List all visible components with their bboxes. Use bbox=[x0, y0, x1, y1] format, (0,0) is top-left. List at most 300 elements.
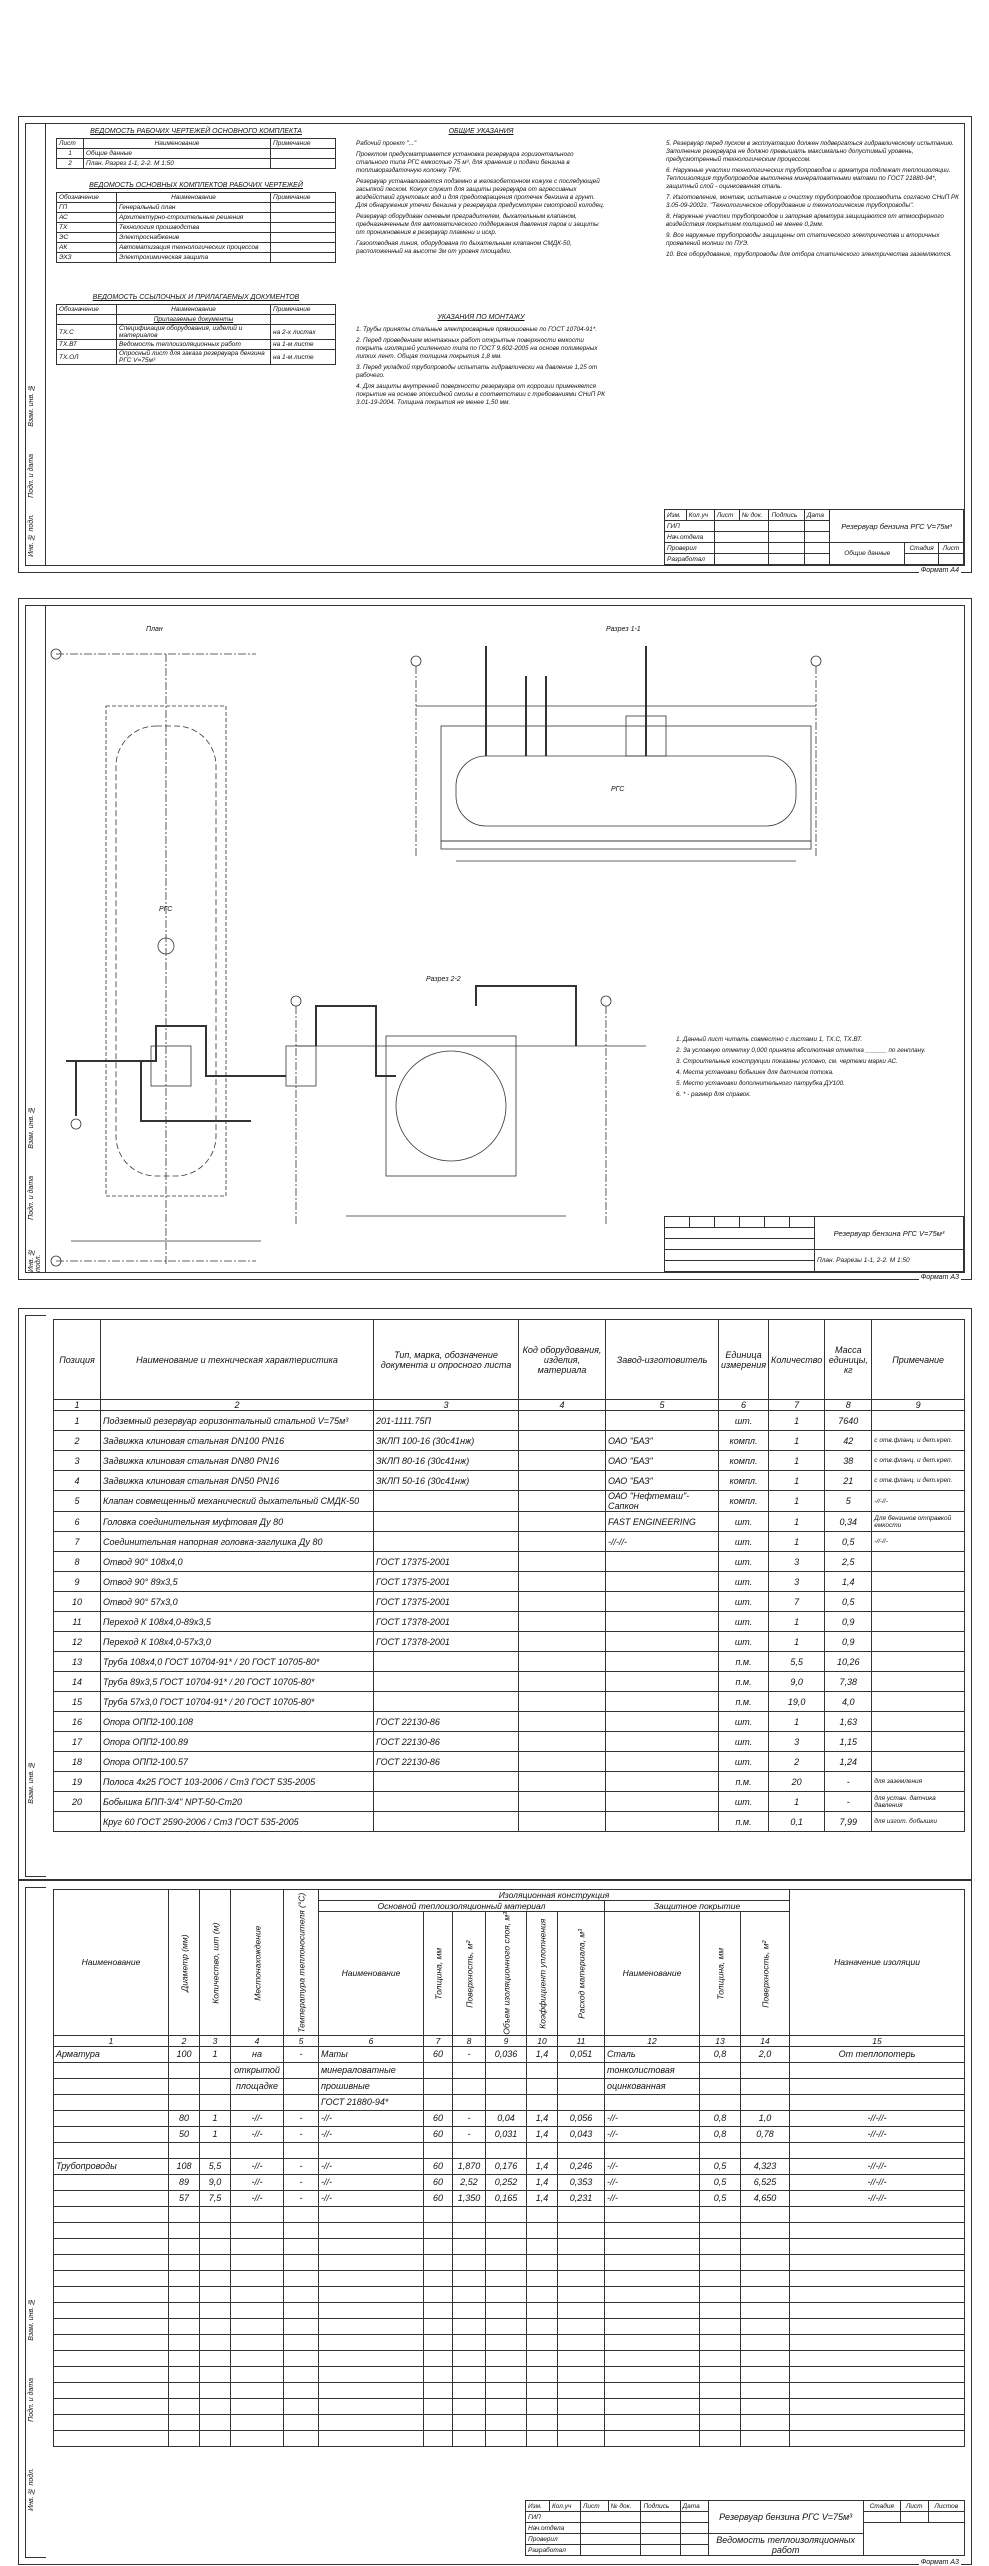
stamp-role: Нач.отдела bbox=[526, 2523, 581, 2534]
col-header: Поверхность, м² bbox=[453, 1912, 486, 2036]
column-number: 9 bbox=[486, 2035, 527, 2046]
table-cell: ГОСТ 22130-86 bbox=[374, 1712, 519, 1732]
table-row bbox=[54, 1752, 965, 1772]
table-cell bbox=[519, 1732, 606, 1752]
empty-row bbox=[54, 2334, 965, 2350]
table-cell bbox=[284, 2142, 319, 2158]
stamp-col: Изм. bbox=[665, 510, 687, 521]
table-cell bbox=[519, 1772, 606, 1792]
table-cell bbox=[519, 1471, 606, 1491]
table-cell bbox=[200, 2094, 231, 2110]
project-title: Резервуар бензина РГС V=75м³ bbox=[815, 1217, 964, 1250]
table-cell: Маты bbox=[319, 2046, 424, 2062]
table-row bbox=[54, 2046, 965, 2062]
sets-list-title: ВЕДОМОСТЬ ОСНОВНЫХ КОМПЛЕКТОВ РАБОЧИХ ЧЕРТЕЖЕЙ bbox=[89, 182, 303, 189]
table-cell: 18 bbox=[54, 1752, 101, 1772]
table-cell bbox=[519, 1411, 606, 1431]
table-cell: для изгот. бобышки bbox=[872, 1812, 965, 1832]
table-cell: -//- bbox=[231, 2190, 284, 2206]
table-cell: 1,15 bbox=[825, 1732, 872, 1752]
table-cell: компл. bbox=[719, 1431, 769, 1451]
column-number: 5 bbox=[284, 2035, 319, 2046]
table-cell: 38 bbox=[825, 1451, 872, 1471]
table-cell: для заземления bbox=[872, 1772, 965, 1792]
empty-row bbox=[54, 2430, 965, 2446]
table-cell: - bbox=[284, 2126, 319, 2142]
sheet-specification bbox=[18, 1308, 972, 1880]
table-cell bbox=[606, 1632, 719, 1652]
table-cell: 0,165 bbox=[486, 2190, 527, 2206]
table-cell: ЗКЛП 80-16 (30с41нж) bbox=[374, 1451, 519, 1471]
table-cell: п.м. bbox=[719, 1812, 769, 1832]
strip-label: Подп. и дата bbox=[28, 454, 35, 498]
cell: Электроснабжение bbox=[117, 233, 271, 243]
cut2-label: Разрез 2-2 bbox=[426, 976, 461, 983]
table-row bbox=[54, 1552, 965, 1572]
cell: ЭС bbox=[57, 233, 117, 243]
table-cell: -//- bbox=[231, 2126, 284, 2142]
table-cell: 0,8 bbox=[700, 2126, 741, 2142]
stamp-role: Разработал bbox=[665, 554, 715, 565]
table-row bbox=[54, 1471, 965, 1491]
table-cell: 1,4 bbox=[527, 2126, 558, 2142]
table-cell: От теплопотерь bbox=[790, 2046, 965, 2062]
note-paragraph: 1. Данный лист читать совместно с листами 1, ТХ.С, ТХ.ВТ. bbox=[676, 1036, 863, 1043]
note-paragraph: Проектом предусматривается установка резервуара горизонтального стального типа РГС емкостью 75 м³, для хранения и подачи бензина в топливораздаточную колонку ТРК. bbox=[356, 151, 574, 174]
table-cell: 1,24 bbox=[825, 1752, 872, 1772]
column-number: 3 bbox=[200, 2035, 231, 2046]
table-cell: 42 bbox=[825, 1431, 872, 1451]
table-cell bbox=[284, 2094, 319, 2110]
table-cell bbox=[519, 1431, 606, 1451]
table-row bbox=[54, 1572, 965, 1592]
table-cell: Переход К 108х4,0-89х3,5 bbox=[101, 1612, 374, 1632]
table-cell: 1,4 bbox=[825, 1572, 872, 1592]
table-cell: 8 bbox=[54, 1552, 101, 1572]
table-cell: 0,04 bbox=[486, 2110, 527, 2126]
cell: Опросный лист для заказа резервуара бензина РГС V=75м³ bbox=[117, 350, 271, 365]
col-header: Масса единицы, кг bbox=[825, 1320, 872, 1400]
empty-row bbox=[54, 2350, 965, 2366]
table-cell: ЗКЛП 100-16 (30с41нж) bbox=[374, 1431, 519, 1451]
table-cell: с отв.фланц. и дет.креп. bbox=[872, 1431, 965, 1451]
cell: ТХ.С bbox=[57, 325, 117, 340]
col-header: Наименование и техническая характеристика bbox=[101, 1320, 374, 1400]
empty-row bbox=[54, 2286, 965, 2302]
table-cell bbox=[519, 1812, 606, 1832]
table-cell bbox=[606, 1772, 719, 1792]
table-cell bbox=[872, 1572, 965, 1592]
table-cell bbox=[519, 1712, 606, 1732]
table-cell: 7,5 bbox=[200, 2190, 231, 2206]
column-number-row bbox=[54, 1400, 965, 1411]
table-cell bbox=[606, 1552, 719, 1572]
empty-row bbox=[54, 2382, 965, 2398]
stamp-header: Листов bbox=[928, 2501, 964, 2512]
col-header: Защитное покрытие bbox=[605, 1901, 790, 1912]
table-cell: п.м. bbox=[719, 1652, 769, 1672]
axis-bubble bbox=[601, 996, 611, 1006]
table-cell: ОАО "БАЗ" bbox=[606, 1471, 719, 1491]
table-cell bbox=[606, 1411, 719, 1431]
table-cell: Подземный резервуар горизонтальный стальной V=75м³ bbox=[101, 1411, 374, 1431]
table-cell bbox=[872, 1712, 965, 1732]
table-cell bbox=[486, 2094, 527, 2110]
table-cell bbox=[374, 1692, 519, 1712]
table-cell: 1,4 bbox=[527, 2174, 558, 2190]
axis-bubble bbox=[811, 656, 821, 666]
table-cell: 7,38 bbox=[825, 1672, 872, 1692]
table-cell: 0,34 bbox=[825, 1512, 872, 1532]
table-cell bbox=[519, 1592, 606, 1612]
title-block bbox=[525, 2500, 965, 2556]
table-cell bbox=[54, 2142, 169, 2158]
table-cell bbox=[486, 2142, 527, 2158]
table-row bbox=[54, 1692, 965, 1712]
table-cell: компл. bbox=[719, 1491, 769, 1512]
table-cell: - bbox=[284, 2190, 319, 2206]
table-cell: 4,650 bbox=[741, 2190, 790, 2206]
table-cell: 5,5 bbox=[200, 2158, 231, 2174]
col-header: Местонахождение bbox=[231, 1890, 284, 2036]
table-cell bbox=[169, 2094, 200, 2110]
table-cell: -//-//- bbox=[790, 2126, 965, 2142]
table-cell: 1 bbox=[769, 1632, 825, 1652]
col-header: Количество bbox=[769, 1320, 825, 1400]
project-title: Резервуар бензина РГС V=75м³ bbox=[830, 510, 964, 543]
table-cell bbox=[790, 2142, 965, 2158]
table-row bbox=[54, 2126, 965, 2142]
table-row bbox=[54, 2094, 965, 2110]
plan-label: План bbox=[146, 626, 163, 633]
table-cell: 60 bbox=[424, 2126, 453, 2142]
insulation-table bbox=[53, 1889, 965, 2447]
table-row bbox=[54, 1632, 965, 1652]
table-cell: 9,0 bbox=[769, 1672, 825, 1692]
table-cell bbox=[606, 1652, 719, 1672]
table-cell bbox=[872, 1692, 965, 1712]
table-cell: 0,051 bbox=[558, 2046, 605, 2062]
table-row bbox=[54, 1612, 965, 1632]
pipe-line bbox=[66, 1026, 286, 1076]
table-cell: 5 bbox=[54, 1491, 101, 1512]
table-cell: шт. bbox=[719, 1411, 769, 1431]
table-cell: 0,8 bbox=[700, 2046, 741, 2062]
table-cell: шт. bbox=[719, 1752, 769, 1772]
table-cell: компл. bbox=[719, 1451, 769, 1471]
table-cell: - bbox=[453, 2046, 486, 2062]
table-cell: 0,056 bbox=[558, 2110, 605, 2126]
table-cell bbox=[284, 2078, 319, 2094]
col-header: Позиция bbox=[54, 1320, 101, 1400]
table-cell: 1 bbox=[769, 1712, 825, 1732]
table-cell bbox=[872, 1732, 965, 1752]
table-cell: шт. bbox=[719, 1532, 769, 1552]
table-row bbox=[54, 1491, 965, 1512]
table-cell: 11 bbox=[54, 1612, 101, 1632]
table-cell: ОАО "БАЗ" bbox=[606, 1431, 719, 1451]
table-cell bbox=[319, 2142, 424, 2158]
table-cell bbox=[453, 2078, 486, 2094]
stamp-col: Подпись bbox=[641, 2501, 680, 2512]
table-cell: с отв.фланц. и дет.креп. bbox=[872, 1451, 965, 1471]
table-cell bbox=[169, 2078, 200, 2094]
table-cell bbox=[741, 2094, 790, 2110]
note-paragraph: 2. Перед проведением монтажных работ открытые поверхности емкости покрыть изоляцией усиленного типа по ГОСТ 9.602-2005 на основе полимерных липких лент. Общая толщина покрытия 1,8 мм. bbox=[356, 337, 598, 360]
cell: Спецификация оборудования, изделий и материалов bbox=[117, 325, 271, 340]
table-cell: 80 bbox=[169, 2110, 200, 2126]
table-cell bbox=[606, 1692, 719, 1712]
note-paragraph: 3. Перед укладкой трубопроводы испытать гидравлически на давление 1,25 от рабочего. bbox=[356, 364, 598, 379]
table-cell bbox=[519, 1672, 606, 1692]
table-cell bbox=[606, 1812, 719, 1832]
table-cell: п.м. bbox=[719, 1672, 769, 1692]
table-cell bbox=[374, 1652, 519, 1672]
tank-label: РГС bbox=[159, 906, 173, 913]
table-cell bbox=[527, 2094, 558, 2110]
sheet-plan-sections bbox=[18, 598, 972, 1280]
table-cell: 0,78 bbox=[741, 2126, 790, 2142]
note-paragraph: 8. Наружные участки трубопроводов и запорная арматура защищаются от атмосферного воздействия покрытием толщиной не менее 0,2мм. bbox=[666, 213, 944, 228]
column-number: 13 bbox=[700, 2035, 741, 2046]
table-cell: 60 bbox=[424, 2190, 453, 2206]
table-cell: 7 bbox=[54, 1532, 101, 1552]
table-cell bbox=[558, 2094, 605, 2110]
table-cell: ЗКЛП 50-16 (30с41нж) bbox=[374, 1471, 519, 1491]
mounting-notes-title: УКАЗАНИЯ ПО МОНТАЖУ bbox=[437, 314, 525, 321]
table-cell: Задвижка клиновая стальная DN50 PN16 bbox=[101, 1471, 374, 1491]
table-cell: 21 bbox=[825, 1471, 872, 1491]
table-cell: 7 bbox=[769, 1592, 825, 1612]
empty-row bbox=[54, 2398, 965, 2414]
concrete-box bbox=[386, 1036, 516, 1176]
table-cell: -//- bbox=[319, 2174, 424, 2190]
column-number: 4 bbox=[231, 2035, 284, 2046]
table-cell: -//- bbox=[319, 2158, 424, 2174]
col-header: Обозначение bbox=[57, 305, 117, 315]
table-row bbox=[54, 2190, 965, 2206]
cell: на 2-х листах bbox=[271, 325, 336, 340]
mounting-notes bbox=[356, 326, 606, 410]
table-cell bbox=[519, 1572, 606, 1592]
table-cell: шт. bbox=[719, 1732, 769, 1752]
table-cell: шт. bbox=[719, 1632, 769, 1652]
table-cell: 1,0 bbox=[741, 2110, 790, 2126]
table-cell bbox=[200, 2142, 231, 2158]
table-row bbox=[54, 1592, 965, 1612]
table-cell bbox=[231, 2094, 284, 2110]
col-header: Наименование bbox=[117, 305, 271, 315]
drawings-list-table bbox=[56, 138, 336, 169]
table-cell: -//- bbox=[605, 2110, 700, 2126]
table-cell: 0,252 bbox=[486, 2174, 527, 2190]
table-cell: 1 bbox=[769, 1431, 825, 1451]
title-block bbox=[664, 1216, 964, 1272]
empty-row bbox=[54, 2206, 965, 2222]
table-cell: 0,9 bbox=[825, 1612, 872, 1632]
table-cell bbox=[790, 2094, 965, 2110]
table-cell: Отвод 90° 89х3,5 bbox=[101, 1572, 374, 1592]
table-cell: 7,99 bbox=[825, 1812, 872, 1832]
col-header: Обозначение bbox=[57, 193, 117, 203]
column-number: 6 bbox=[719, 1400, 769, 1411]
format-label: Формат А4 bbox=[920, 567, 959, 574]
table-row bbox=[54, 2142, 965, 2158]
table-row bbox=[54, 2110, 965, 2126]
cell: 2 bbox=[57, 159, 84, 169]
sheet-subtitle: Ведомость теплоизоляционных работ bbox=[708, 2534, 863, 2556]
cell: Технология производства bbox=[117, 223, 271, 233]
axis-bubble bbox=[411, 656, 421, 666]
table-cell bbox=[606, 1592, 719, 1612]
table-cell: 9 bbox=[54, 1572, 101, 1592]
empty-row bbox=[54, 2366, 965, 2382]
table-cell bbox=[558, 2078, 605, 2094]
table-cell: 0,043 bbox=[558, 2126, 605, 2142]
table-cell: -//- bbox=[319, 2126, 424, 2142]
table-cell: ГОСТ 22130-86 bbox=[374, 1752, 519, 1772]
col-header: Основной теплоизоляционный материал bbox=[319, 1901, 605, 1912]
table-cell: 0,9 bbox=[825, 1632, 872, 1652]
table-cell: 0,031 bbox=[486, 2126, 527, 2142]
column-number: 7 bbox=[424, 2035, 453, 2046]
table-cell bbox=[519, 1491, 606, 1512]
col-header: Толщина, мм bbox=[700, 1912, 741, 2036]
note-paragraph: 7. Изготовление, монтаж, испытание и очистку трубопроводов производить согласно СНиП РК 3.05-09-2002г. "Технологическое оборудование и технологические трубопроводы". bbox=[666, 194, 959, 209]
column-number: 1 bbox=[54, 1400, 101, 1411]
table-cell bbox=[872, 1552, 965, 1572]
empty-row bbox=[54, 2238, 965, 2254]
cell: План. Разрез 1-1, 2-2. М 1:50 bbox=[84, 159, 271, 169]
table-cell: минераловатные bbox=[319, 2062, 424, 2078]
table-cell: Сталь bbox=[605, 2046, 700, 2062]
table-cell: Опора ОПП2-100.89 bbox=[101, 1732, 374, 1752]
table-cell: 20 bbox=[54, 1792, 101, 1812]
note-paragraph: 6. Наружные участки технологических трубопроводов и арматура подлежат теплоизоляции. Теплоизоляция трубопроводов выполнена минераловатными матами по ГОСТ 21880-94*, защитный слой - оцинкованная сталь. bbox=[666, 167, 951, 190]
stamp-col: Лист bbox=[714, 510, 739, 521]
table-cell bbox=[519, 1632, 606, 1652]
table-cell: 1 bbox=[769, 1792, 825, 1812]
empty-row bbox=[54, 2318, 965, 2334]
sheet-subtitle: План. Разрезы 1-1, 2-2. М 1:50 bbox=[815, 1250, 964, 1272]
drawings-list-title: ВЕДОМОСТЬ РАБОЧИХ ЧЕРТЕЖЕЙ ОСНОВНОГО КОМПЛЕКТА bbox=[90, 128, 302, 135]
note-paragraph: 2. За условную отметку 0,000 принята абсолютная отметка ______ по генплану. bbox=[676, 1047, 926, 1054]
table-cell: открытой bbox=[231, 2062, 284, 2078]
table-cell: 1,350 bbox=[453, 2190, 486, 2206]
table-cell: 1,4 bbox=[527, 2158, 558, 2174]
table-cell: ОАО "БАЗ" bbox=[606, 1451, 719, 1471]
table-cell: 0,353 bbox=[558, 2174, 605, 2190]
stamp-role: ГИП bbox=[526, 2512, 581, 2523]
table-cell: -//-//- bbox=[790, 2158, 965, 2174]
table-cell bbox=[519, 1692, 606, 1712]
table-cell: 60 bbox=[424, 2174, 453, 2190]
table-cell: п.м. bbox=[719, 1772, 769, 1792]
stamp-role: Разработал bbox=[526, 2545, 581, 2556]
table-cell bbox=[169, 2062, 200, 2078]
col-header: Поверхность, м² bbox=[741, 1912, 790, 2036]
col-header: Диаметр (мм) bbox=[169, 1890, 200, 2036]
table-cell bbox=[605, 2094, 700, 2110]
cell: Архитектурно-строительные решения bbox=[117, 213, 271, 223]
column-number: 10 bbox=[527, 2035, 558, 2046]
binding-strip bbox=[25, 1887, 46, 2558]
table-cell bbox=[424, 2142, 453, 2158]
col-header: Наименование bbox=[84, 139, 271, 149]
table-cell: 1 bbox=[769, 1471, 825, 1491]
cell: на 1-м листе bbox=[271, 350, 336, 365]
table-cell: 60 bbox=[424, 2158, 453, 2174]
table-cell bbox=[527, 2078, 558, 2094]
table-cell: Арматура bbox=[54, 2046, 169, 2062]
table-cell: шт. bbox=[719, 1592, 769, 1612]
stamp-col: Кол.уч bbox=[549, 2501, 580, 2512]
table-cell bbox=[519, 1652, 606, 1672]
title-block bbox=[664, 509, 964, 565]
table-cell: Клапан совмещенный механический дыхательный СМДК-50 bbox=[101, 1491, 374, 1512]
table-cell: 10 bbox=[54, 1592, 101, 1612]
stamp-col: Дата bbox=[804, 510, 829, 521]
col-header: Примечание bbox=[872, 1320, 965, 1400]
table-cell: 5 bbox=[825, 1491, 872, 1512]
table-row bbox=[54, 2062, 965, 2078]
stamp-header: Лист bbox=[938, 543, 963, 554]
table-cell: Отвод 90° 57х3,0 bbox=[101, 1592, 374, 1612]
col-header: Единица измерения bbox=[719, 1320, 769, 1400]
table-cell: ГОСТ 17375-2001 bbox=[374, 1592, 519, 1612]
table-cell bbox=[606, 1572, 719, 1592]
table-cell bbox=[54, 2078, 169, 2094]
table-row bbox=[54, 2174, 965, 2190]
table-cell bbox=[519, 1792, 606, 1812]
stamp-role: Проверил bbox=[526, 2534, 581, 2545]
table-row bbox=[54, 1411, 965, 1431]
table-cell: 4,323 bbox=[741, 2158, 790, 2174]
table-cell: Труба 108х4,0 ГОСТ 10704-91* / 20 ГОСТ 10705-80* bbox=[101, 1652, 374, 1672]
binding-strip bbox=[25, 123, 46, 566]
stamp-header: Стадия bbox=[863, 2501, 900, 2512]
table-cell: 13 bbox=[54, 1652, 101, 1672]
table-cell: - bbox=[284, 2110, 319, 2126]
table-cell: ГОСТ 21880-94* bbox=[319, 2094, 424, 2110]
table-cell: - bbox=[825, 1792, 872, 1812]
table-cell bbox=[606, 1672, 719, 1692]
column-number: 2 bbox=[169, 2035, 200, 2046]
table-cell: шт. bbox=[719, 1612, 769, 1632]
table-row bbox=[54, 1712, 965, 1732]
axis-bubble bbox=[291, 996, 301, 1006]
table-cell: 6 bbox=[54, 1512, 101, 1532]
table-cell bbox=[374, 1532, 519, 1552]
sets-list-table bbox=[56, 192, 336, 263]
table-cell: -//- bbox=[605, 2158, 700, 2174]
table-cell: 0,036 bbox=[486, 2046, 527, 2062]
note-paragraph: Газоотводная линия, оборудована по дыхательным клапаном СМДК-50, расположенный на высоте 3м от уровня площадки. bbox=[356, 240, 572, 255]
table-cell bbox=[606, 1712, 719, 1732]
table-row bbox=[54, 2078, 965, 2094]
table-cell bbox=[54, 2062, 169, 2078]
table-cell: -//-//- bbox=[790, 2110, 965, 2126]
col-header: Примечание bbox=[271, 193, 336, 203]
table-cell: Круг 60 ГОСТ 2590-2006 / Ст3 ГОСТ 535-2005 bbox=[101, 1812, 374, 1832]
table-cell bbox=[527, 2062, 558, 2078]
table-row bbox=[54, 2158, 965, 2174]
table-cell: 1 bbox=[769, 1451, 825, 1471]
table-cell bbox=[453, 2142, 486, 2158]
table-cell: ГОСТ 17375-2001 bbox=[374, 1552, 519, 1572]
column-number: 14 bbox=[741, 2035, 790, 2046]
note-paragraph: 4. Места установки бобышек для датчиков потока. bbox=[676, 1069, 834, 1076]
